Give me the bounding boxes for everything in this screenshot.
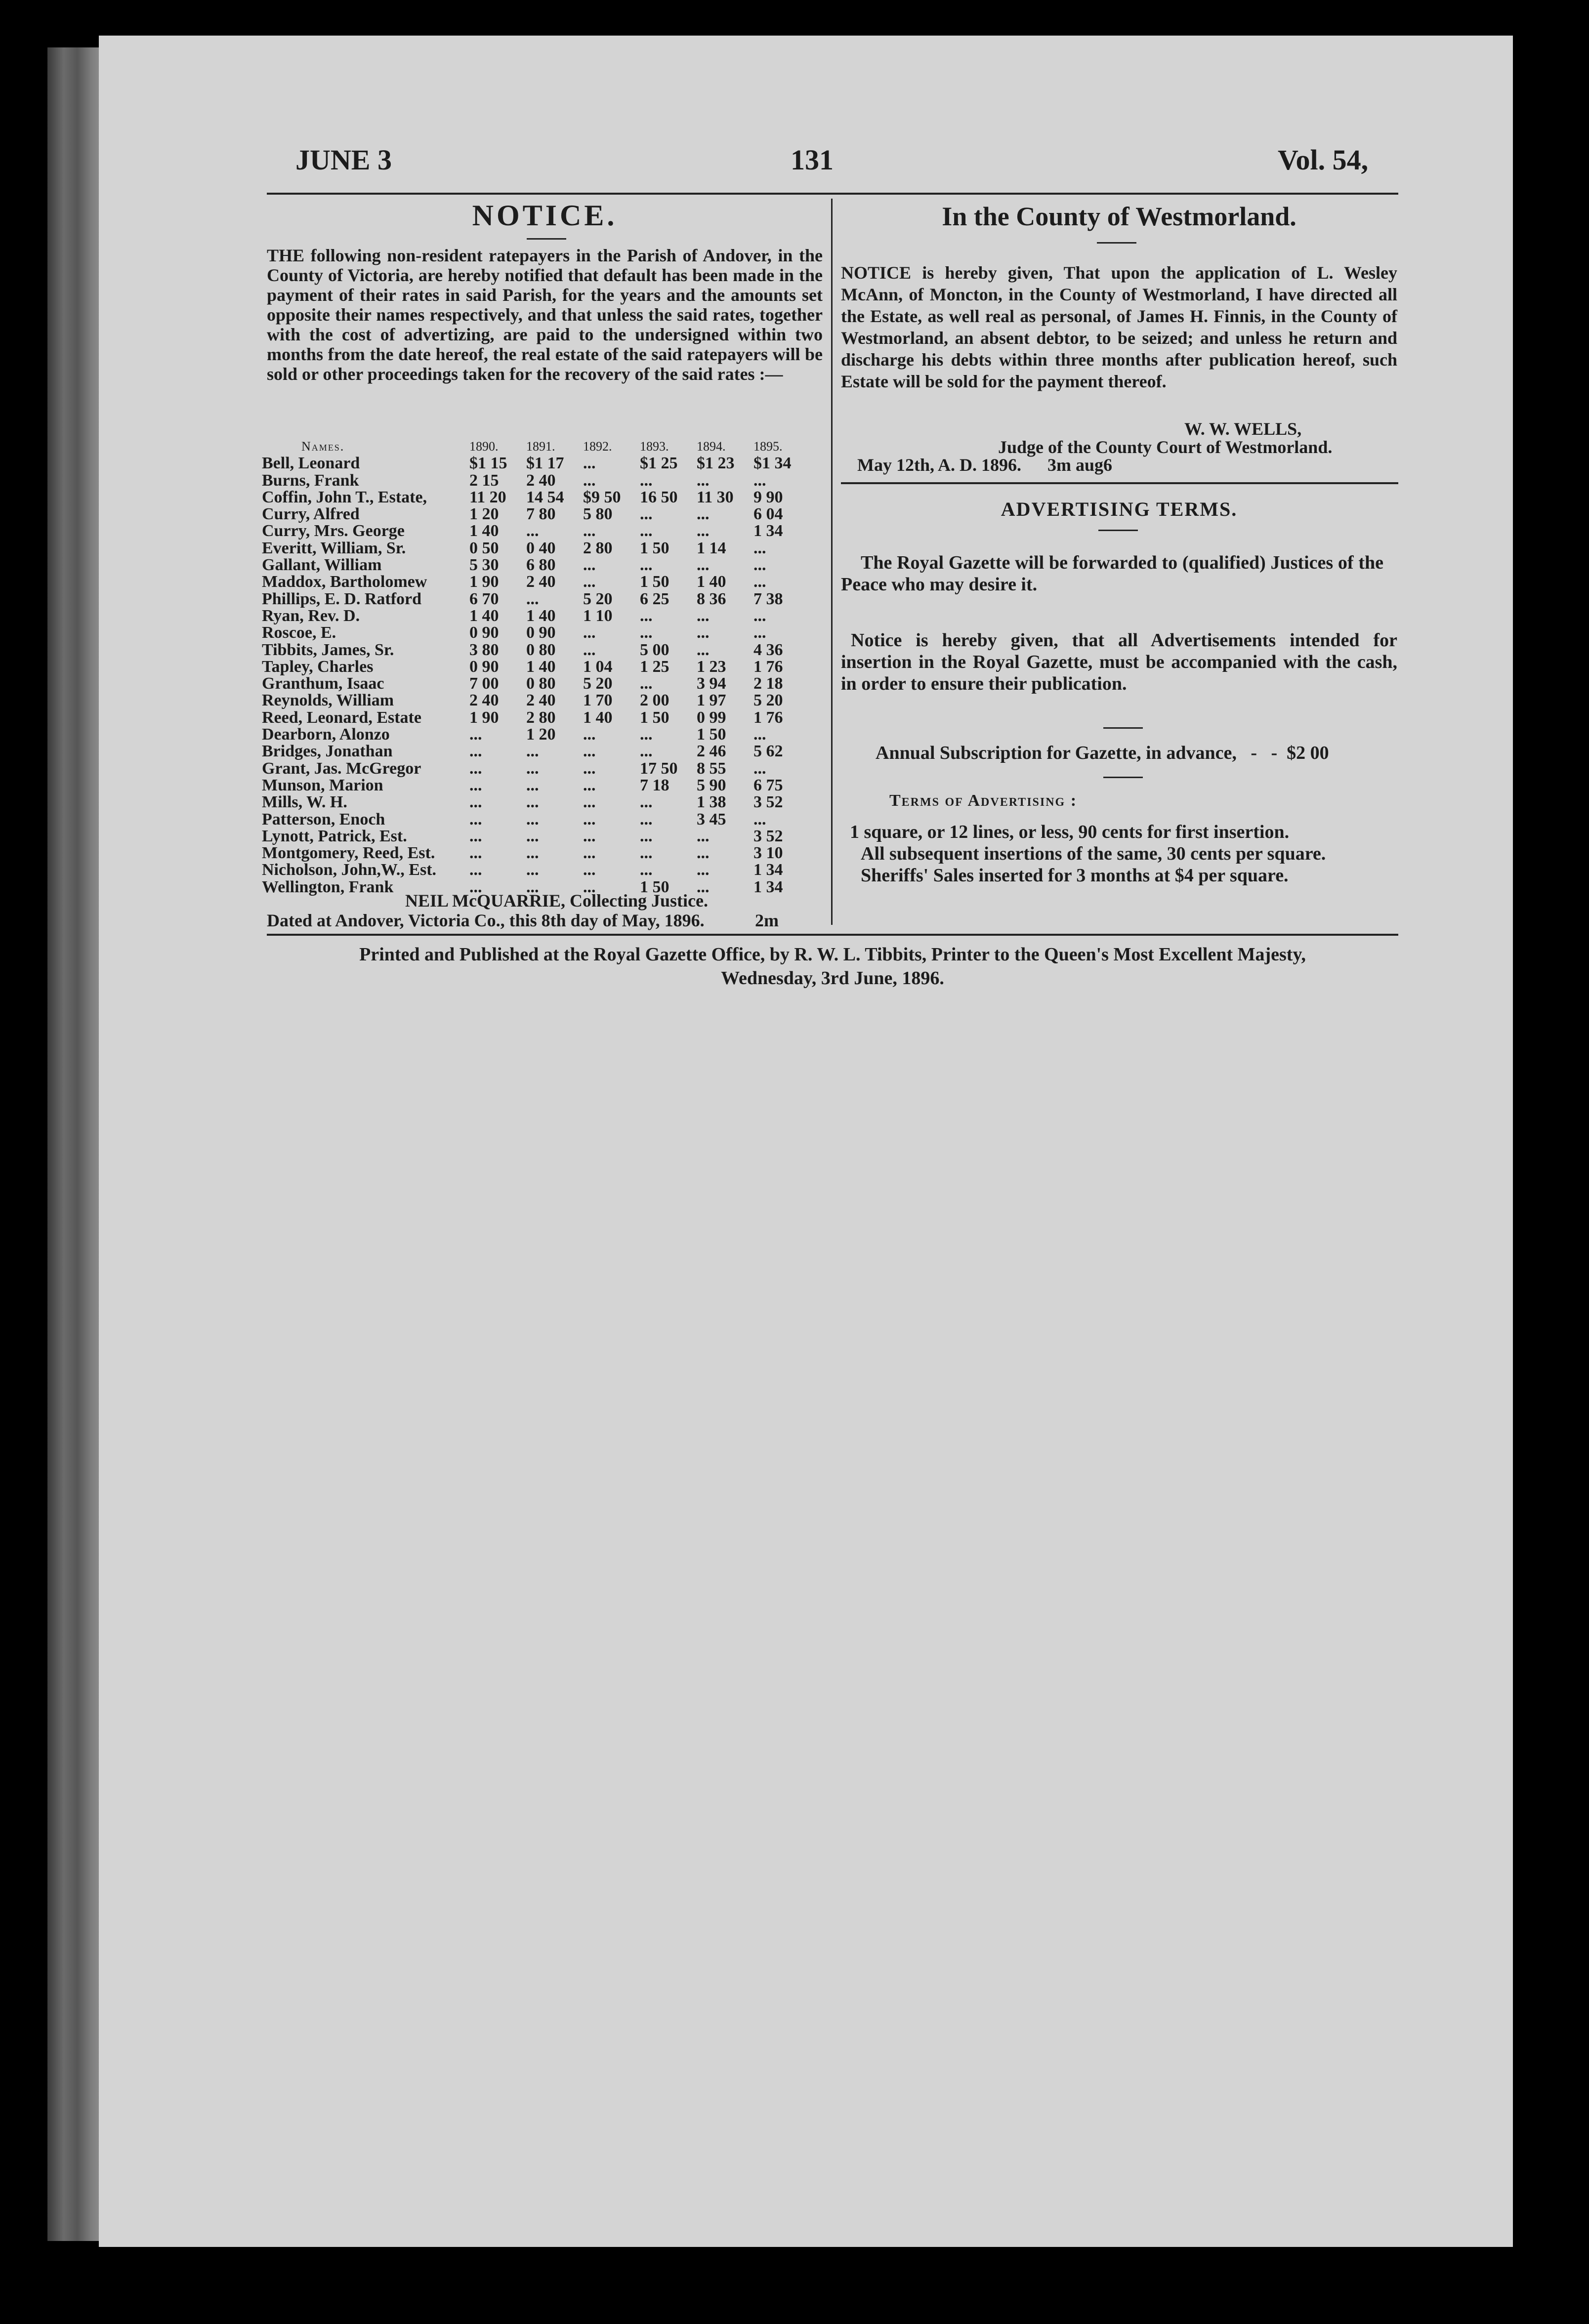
rate-amount: ... [697,522,710,540]
col-header-1894: 1894. [697,439,726,454]
terms-item: 1 square, or 12 lines, or less, 90 cents for first insertion. [850,822,1290,842]
rate-amount: 6 75 [753,776,783,794]
rate-amount: ... [583,471,596,490]
rate-amount: ... [526,522,539,540]
rate-amount: 2 40 [526,471,556,490]
rate-amount: 5 00 [640,640,669,659]
rates-row [262,506,810,523]
ratepayer-name: Everitt, William, Sr. [262,539,406,557]
rate-amount: ... [753,556,766,575]
rate-amount: ... [640,810,653,829]
rate-amount: 0 40 [526,539,556,557]
ratepayer-name: Curry, Mrs. George [262,522,405,540]
header-page-number: 131 [791,144,834,176]
rate-amount: ... [583,844,596,863]
rate-amount: ... [526,589,539,608]
rate-amount: 6 04 [753,505,783,524]
rate-amount: ... [469,827,482,845]
rate-amount: 7 80 [526,505,556,524]
ratepayer-name: Munson, Marion [262,776,383,794]
terms-item: Sheriffs' Sales inserted for 3 months at $4 per square. [861,865,1289,886]
rate-amount: 2 18 [753,674,783,693]
rate-amount: ... [526,776,539,794]
rates-row [262,845,810,862]
rate-amount: 2 46 [697,742,726,761]
rate-amount: ... [526,793,539,812]
rate-amount: 0 99 [697,708,726,727]
rate-amount: $9 50 [583,488,621,506]
rates-row [262,659,810,675]
rate-amount: 2 80 [583,539,613,557]
ratepayer-name: Granthum, Isaac [262,674,384,693]
rate-amount: 5 90 [697,776,726,794]
rate-amount: ... [583,640,596,659]
rate-amount: 2 40 [526,691,556,710]
rate-amount: 1 50 [640,539,669,557]
col-header-1895: 1895. [753,439,783,454]
rates-row [262,811,810,828]
rate-amount: ... [469,725,482,744]
rate-amount: 1 40 [469,606,499,625]
rate-amount: 3 80 [469,640,499,659]
rate-amount: ... [583,725,596,744]
rate-amount: ... [583,861,596,879]
footer-rule [267,934,1398,936]
notice-intro: THE following non-resident ratepayers in the Parish of Andover, in the County of Victoria, are hereby notified that default has been made in the payment of their rates in said Parish, for the years and the amounts set opposite their names respectively, and that unless the said rates, together with the cost of advertizing, are paid to the undersigned within two months from the date hereof, the real estate of the said ratepayers will be sold or other proceedings taken for the recovery of the said rates :— [267,246,823,384]
rate-amount: $1 25 [640,454,678,473]
advertising-title: ADVERTISING TERMS. [1001,498,1238,520]
ratepayer-name: Ryan, Rev. D. [262,606,360,625]
rate-amount: ... [469,742,482,761]
ratepayer-name: Bell, Leonard [262,454,360,473]
rate-amount: 0 50 [469,539,499,557]
rates-row [262,709,810,726]
rate-amount: 6 80 [526,556,556,575]
rate-amount: 2 80 [526,708,556,727]
ratepayer-name: Bridges, Jonathan [262,742,393,761]
rates-row [262,455,810,472]
header-volume: Vol. 54, [1278,144,1369,176]
rate-amount: 5 30 [469,556,499,575]
rate-amount: 1 76 [753,657,783,676]
rate-amount: 8 36 [697,589,726,608]
rate-amount: 5 62 [753,742,783,761]
rate-amount: 3 10 [753,844,783,863]
rate-amount: ... [583,776,596,794]
notice-title: NOTICE. [472,199,618,232]
rates-row [262,675,810,692]
rates-row [262,743,810,760]
rates-row [262,489,810,506]
advertising-title-rule [1098,530,1138,531]
ratepayer-name: Burns, Frank [262,471,359,490]
rate-amount: ... [640,505,653,524]
rate-amount: ... [640,827,653,845]
gazette-page [99,36,1513,2247]
rate-amount: ... [469,776,482,794]
ratepayer-name: Montgomery, Reed, Est. [262,844,435,863]
rate-amount: ... [640,556,653,575]
rate-amount: 3 45 [697,810,726,829]
rates-body [262,455,810,896]
rate-amount: 5 20 [583,674,613,693]
rate-amount: ... [753,606,766,625]
notice-dated: Dated at Andover, Victoria Co., this 8th day of May, 1896. [267,911,705,930]
rates-row [262,726,810,743]
rate-amount: 5 20 [583,589,613,608]
rate-amount: ... [469,861,482,879]
rate-amount: 2 40 [469,691,499,710]
rate-amount: ... [753,810,766,829]
col-header-1890: 1890. [469,439,499,454]
rate-amount: 1 20 [526,725,556,744]
rate-amount: ... [526,877,539,896]
westmorland-signer-title: Judge of the County Court of Westmorland. [998,437,1333,457]
rate-amount: $1 15 [469,454,507,473]
rate-amount: 7 18 [640,776,669,794]
rates-row [262,557,810,574]
rate-amount: $1 17 [526,454,564,473]
rate-amount: 5 20 [753,691,783,710]
rate-amount: ... [583,742,596,761]
rate-amount: 1 50 [640,573,669,591]
ratepayer-name: Maddox, Bartholomew [262,573,427,591]
rates-row [262,608,810,624]
rates-row [262,760,810,777]
rate-amount: 1 90 [469,573,499,591]
rate-amount: 1 40 [526,606,556,625]
rate-amount: ... [697,623,710,642]
rate-amount: 1 50 [697,725,726,744]
rate-amount: ... [697,877,710,896]
advertising-subscription: Annual Subscription for Gazette, in advance, - - $2 00 [876,743,1329,763]
advertising-rule-2 [1103,777,1143,778]
rate-amount: 1 23 [697,657,726,676]
advertising-rule-1 [1103,727,1143,729]
rate-amount: ... [583,793,596,812]
col-header-1892: 1892. [583,439,612,454]
rates-row [262,692,810,709]
rate-amount: ... [697,844,710,863]
ratepayer-name: Wellington, Frank [262,877,394,896]
ratepayer-name: Grant, Jas. McGregor [262,759,421,778]
rate-amount: 1 34 [753,861,783,879]
rate-amount: ... [697,505,710,524]
rate-amount: ... [526,810,539,829]
rates-row [262,642,810,659]
rate-amount: ... [640,861,653,879]
rate-amount: 1 40 [697,573,726,591]
rate-amount: ... [526,861,539,879]
rate-amount: ... [640,742,653,761]
rate-amount: ... [526,759,539,778]
rate-amount: ... [640,844,653,863]
rate-amount: ... [583,623,596,642]
rate-amount: 0 90 [469,623,499,642]
rate-amount: 14 54 [526,488,564,506]
rate-amount: ... [697,606,710,625]
rate-amount: 5 80 [583,505,613,524]
rate-amount: 9 90 [753,488,783,506]
rate-amount: 0 80 [526,674,556,693]
rate-amount: ... [753,471,766,490]
ratepayer-name: Gallant, William [262,556,382,575]
rate-amount: 0 80 [526,640,556,659]
ratepayer-name: Reynolds, William [262,691,394,710]
rate-amount: 8 55 [697,759,726,778]
rate-amount: ... [469,844,482,863]
rate-amount: 16 50 [640,488,678,506]
rates-row [262,540,810,557]
rate-amount: ... [640,471,653,490]
ratepayer-name: Reed, Leonard, Estate [262,708,421,727]
rate-amount: 2 00 [640,691,669,710]
rate-amount: ... [640,793,653,812]
ratepayer-name: Mills, W. H. [262,793,347,812]
ratepayer-name: Lynott, Patrick, Est. [262,827,407,845]
rate-amount: ... [697,471,710,490]
rate-amount: ... [640,623,653,642]
rates-table [262,438,810,896]
rate-amount: 1 10 [583,606,613,625]
rates-row [262,777,810,794]
rates-row [262,624,810,641]
rate-amount: ... [753,759,766,778]
rate-amount: 1 25 [640,657,669,676]
rate-amount: ... [526,844,539,863]
rate-amount: ... [583,454,596,473]
rate-amount: ... [469,759,482,778]
ratepayer-name: Patterson, Enoch [262,810,385,829]
ratepayer-name: Roscoe, E. [262,623,336,642]
book-spine-edge [47,47,102,2241]
rate-amount: 1 70 [583,691,613,710]
rates-row [262,472,810,489]
rate-amount: 1 40 [583,708,613,727]
rate-amount: ... [753,539,766,557]
rate-amount: 3 52 [753,827,783,845]
header-rule [267,193,1398,195]
rate-amount: $1 34 [753,454,792,473]
rates-row [262,574,810,590]
rate-amount: ... [583,759,596,778]
rate-amount: 0 90 [469,657,499,676]
rates-row [262,591,810,608]
rate-amount: ... [469,810,482,829]
ratepayer-name: Nicholson, John,W., Est. [262,861,437,879]
westmorland-rule [841,482,1398,484]
ratepayer-name: Dearborn, Alonzo [262,725,390,744]
column-divider [831,199,833,925]
westmorland-title-rule [1097,242,1136,244]
rate-amount: 1 40 [526,657,556,676]
ratepayer-name: Phillips, E. D. Ratford [262,589,422,608]
rate-amount: 7 38 [753,589,783,608]
rate-amount: 3 52 [753,793,783,812]
rate-amount: 1 76 [753,708,783,727]
rate-amount: ... [753,623,766,642]
terms-item: All subsequent insertions of the same, 30 cents per square. [861,843,1326,864]
rates-row [262,828,810,845]
westmorland-body: NOTICE is hereby given, That upon the application of L. Wesley McAnn, of Moncton, in the County of Westmorland, I have directed all the Estate, as well real as personal, of James H. Finnis, in the County of Westmorland, an absent debtor, to be seized; and unless he return and discharge his debts within three months after publication hereof, such Estate will be sold for the payment thereof. [841,263,1397,391]
rate-amount: ... [583,522,596,540]
rate-amount: ... [526,742,539,761]
rate-amount: ... [526,827,539,845]
rate-amount: ... [697,827,710,845]
westmorland-title: In the County of Westmorland. [942,202,1296,231]
rate-amount: ... [640,606,653,625]
col-header-1893: 1893. [640,439,669,454]
rate-amount: 6 25 [640,589,669,608]
rate-amount: 1 50 [640,708,669,727]
rate-amount: 6 70 [469,589,499,608]
col-header-names: Names. [301,439,345,454]
ratepayer-name: Coffin, John T., Estate, [262,488,427,506]
rate-amount: ... [583,573,596,591]
advertising-para2: Notice is hereby given, that all Advertisements intended for insertion in the Royal Gazette, must be accompanied with the cash, in order to ensure their publication. [841,630,1397,694]
footer-line1: Printed and Published at the Royal Gazette Office, by R. W. L. Tibbits, Printer to the Queen's Most Excellent Majesty, [359,944,1306,965]
rate-amount: 1 14 [697,539,726,557]
advertising-para1: The Royal Gazette will be forwarded to (qualified) Justices of the Peace who may desire it. [841,552,1383,595]
rate-amount: ... [583,810,596,829]
rate-amount: 1 38 [697,793,726,812]
rate-amount: ... [697,861,710,879]
col-header-1891: 1891. [526,439,555,454]
rate-amount: ... [583,556,596,575]
rate-amount: ... [753,725,766,744]
westmorland-code: 3m aug6 [1047,455,1113,475]
notice-dated-code: 2m [755,911,779,930]
rate-amount: 1 97 [697,691,726,710]
notice-title-rule [527,238,566,240]
header-date: JUNE 3 [295,144,392,176]
footer-line2: Wednesday, 3rd June, 1896. [721,968,944,989]
rate-amount: 7 00 [469,674,499,693]
terms-heading: Terms of Advertising : [889,791,1078,810]
rate-amount: $1 23 [697,454,735,473]
rate-amount: 3 94 [697,674,726,693]
rate-amount: ... [583,877,596,896]
rate-amount: 17 50 [640,759,678,778]
rates-row [262,794,810,811]
rate-amount: 1 90 [469,708,499,727]
terms-list [850,821,1326,886]
rate-amount: 2 40 [526,573,556,591]
rate-amount: 11 20 [469,488,506,506]
notice-signature: NEIL McQUARRIE, Collecting Justice. [405,891,708,911]
rate-amount: ... [583,827,596,845]
rate-amount: 1 34 [753,877,783,896]
rate-amount: 4 36 [753,640,783,659]
ratepayer-name: Tapley, Charles [262,657,374,676]
rates-row [262,523,810,540]
rate-amount: ... [640,725,653,744]
rate-amount: 1 04 [583,657,613,676]
rate-amount: 2 15 [469,471,499,490]
rate-amount: 1 20 [469,505,499,524]
rate-amount: 1 50 [640,877,669,896]
rate-amount: ... [697,640,710,659]
westmorland-date: May 12th, A. D. 1896. [857,455,1021,475]
rate-amount: 0 90 [526,623,556,642]
rate-amount: ... [697,556,710,575]
rate-amount: ... [469,877,482,896]
ratepayer-name: Curry, Alfred [262,505,360,524]
rates-row [262,862,810,878]
westmorland-signer: W. W. WELLS, [1184,419,1302,439]
rate-amount: 1 40 [469,522,499,540]
ratepayer-name: Tibbits, James, Sr. [262,640,394,659]
rate-amount: ... [640,522,653,540]
rate-amount: 11 30 [697,488,734,506]
rates-header-row [262,438,810,455]
rate-amount: ... [640,674,653,693]
rate-amount: 1 34 [753,522,783,540]
rate-amount: ... [469,793,482,812]
rate-amount: ... [753,573,766,591]
